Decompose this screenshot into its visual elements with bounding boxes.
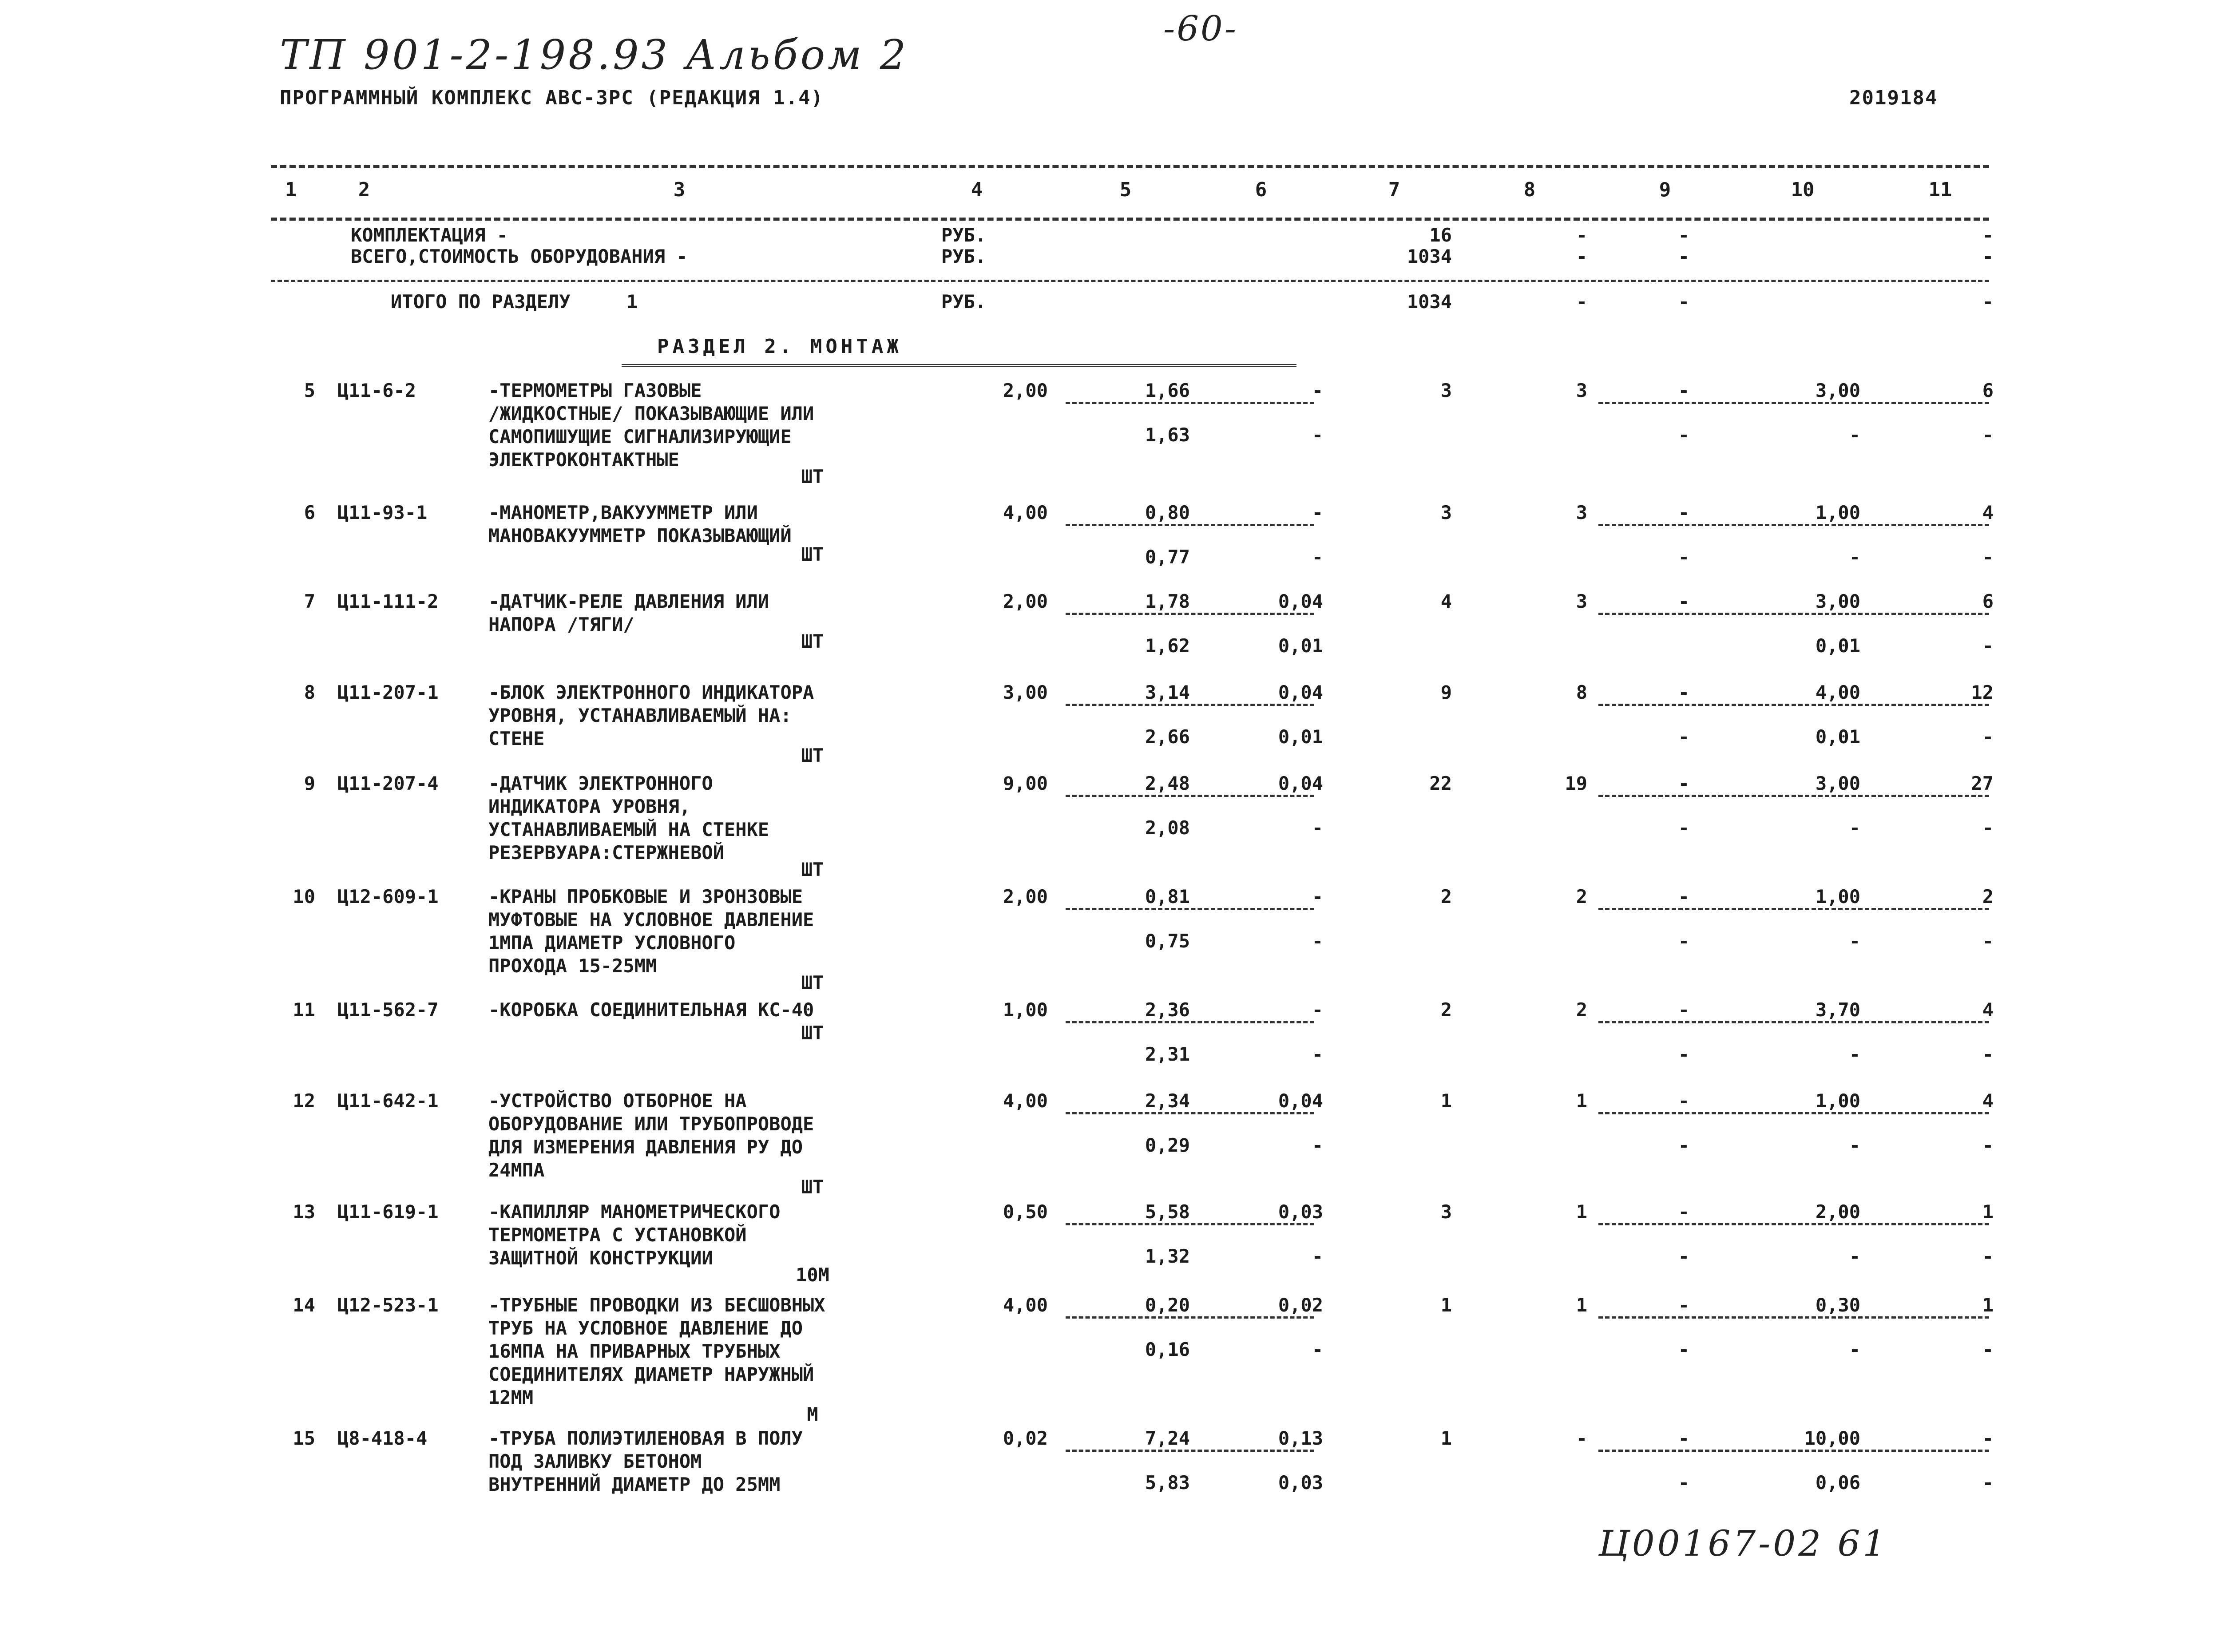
row-description-line: -КОРОБКА СОЕДИНИТЕЛЬНАЯ КС-40 [488, 999, 814, 1021]
row-description-line: УРОВНЯ, УСТАНАВЛИВАЕМЫЙ НА: [488, 705, 792, 726]
row-description-line: -КРАНЫ ПРОБКОВЫЕ И ЗРОНЗОВЫЕ [488, 886, 803, 907]
row-code: Ц12-609-1 [337, 886, 439, 907]
row-col5-total: 2,48 [1145, 773, 1190, 794]
row-number: 15 [293, 1427, 315, 1449]
row-description-line: -ДАТЧИК ЭЛЕКТРОННОГО [488, 773, 713, 794]
dashed-underline [1066, 1450, 1314, 1452]
row-col10-wage: - [1849, 1043, 1860, 1065]
row-col10-wage: - [1849, 930, 1860, 952]
row-col7: 4 [1440, 590, 1452, 612]
row-col9: - [1678, 1427, 1689, 1449]
row-col9: - [1678, 999, 1689, 1021]
row-col9: - [1678, 886, 1689, 907]
row-col9: - [1678, 590, 1689, 612]
row-col6-total: 0,04 [1278, 590, 1323, 612]
row-col5-wage: 0,77 [1145, 546, 1190, 568]
itogo-label: ИТОГО ПО РАЗДЕЛУ 1 [391, 291, 638, 313]
row-col9: - [1678, 681, 1689, 703]
row-col11: 2 [1982, 886, 1994, 907]
row-col11: 6 [1982, 380, 1994, 401]
document-code-handwritten: ТП 901-2-198.93 Альбом 2 [280, 31, 909, 79]
row-description-line: РЕЗЕРВУАРА:СТЕРЖНЕВОЙ [488, 842, 725, 864]
row-col10: 2,00 [1815, 1201, 1860, 1223]
row-description-line: -ТЕРМОМЕТРЫ ГАЗОВЫЕ [488, 380, 702, 401]
row-col9-wage: - [1678, 1472, 1689, 1494]
row-col10-wage: - [1849, 1134, 1860, 1156]
row-col6-total: - [1312, 502, 1323, 523]
row-col9-wage: - [1678, 1339, 1689, 1360]
dashed-underline [1066, 1223, 1314, 1225]
row-col9-wage: - [1678, 1245, 1689, 1267]
row-description-line: ИНДИКАТОРА УРОВНЯ, [488, 796, 691, 817]
row-col8: 2 [1576, 999, 1587, 1021]
itogo-col8: - [1576, 291, 1587, 313]
row-code: Ц11-562-7 [337, 999, 439, 1021]
row-col6-wage: - [1312, 817, 1323, 839]
dashed-underline [1598, 795, 1989, 797]
row-col10-wage: 0,01 [1815, 726, 1860, 748]
row-col6-wage: 0,01 [1278, 635, 1323, 657]
row-unit: М [807, 1403, 818, 1425]
row-col8: 3 [1576, 590, 1587, 612]
row-col6-total: 0,02 [1278, 1294, 1323, 1316]
row-description-line: -ДАТЧИК-РЕЛЕ ДАВЛЕНИЯ ИЛИ [488, 590, 769, 612]
row-col8: 8 [1576, 681, 1587, 703]
dashed-underline [1066, 613, 1314, 615]
row-quantity: 0,50 [1003, 1201, 1048, 1223]
row-col5-wage: 1,32 [1145, 1245, 1190, 1267]
row-col7: 3 [1440, 380, 1452, 401]
row-col5-total: 3,14 [1145, 681, 1190, 703]
row-col9-wage: - [1678, 726, 1689, 748]
row-col6-wage: 0,01 [1278, 726, 1323, 748]
dashed-underline [1598, 613, 1989, 615]
row-col10-wage: - [1849, 1339, 1860, 1360]
row-code: Ц11-642-1 [337, 1090, 439, 1112]
row-col9-wage: - [1678, 1134, 1689, 1156]
summary-label: КОМПЛЕКТАЦИЯ - [351, 224, 508, 246]
row-col5-total: 0,80 [1145, 502, 1190, 523]
row-col6-wage: 0,03 [1278, 1472, 1323, 1494]
row-col11-wage: - [1982, 635, 1994, 657]
row-col9: - [1678, 380, 1689, 401]
row-col7: 1 [1440, 1294, 1452, 1316]
row-col10-wage: 0,01 [1815, 635, 1860, 657]
row-col9-wage: - [1678, 424, 1689, 446]
row-description-line: -ТРУБА ПОЛИЭТИЛЕНОВАЯ В ПОЛУ [488, 1427, 803, 1449]
row-quantity: 3,00 [1003, 681, 1048, 703]
row-description-line: МАНОВАКУУММЕТР ПОКАЗЫВАЮЩИЙ [488, 525, 792, 547]
row-col11-wage: - [1982, 1043, 1994, 1065]
row-quantity: 2,00 [1003, 380, 1048, 401]
column-number: 6 [1255, 178, 1267, 201]
row-col11: 12 [1971, 681, 1994, 703]
row-col10: 10,00 [1804, 1427, 1860, 1449]
header-rule-bottom [271, 218, 1989, 221]
row-description-line: САМОПИШУЩИЕ СИГНАЛИЗИРУЮЩИЕ [488, 426, 792, 448]
dashed-underline [1598, 524, 1989, 526]
row-number: 9 [304, 773, 315, 794]
row-col10: 1,00 [1815, 886, 1860, 907]
row-description-line: -УСТРОЙСТВО ОТБОРНОЕ НА [488, 1090, 747, 1112]
row-col5-wage: 1,62 [1145, 635, 1190, 657]
row-col11: - [1982, 1427, 1994, 1449]
row-col11: 4 [1982, 502, 1994, 523]
row-col6-wage: - [1312, 424, 1323, 446]
dashed-underline [1066, 402, 1314, 404]
column-number: 11 [1928, 178, 1952, 201]
row-unit: ШТ [801, 1176, 824, 1198]
row-col6-wage: - [1312, 1043, 1323, 1065]
row-col8: 19 [1565, 773, 1587, 794]
itogo-unit: РУБ. [941, 291, 987, 313]
column-number: 3 [673, 178, 686, 201]
row-number: 12 [293, 1090, 315, 1112]
row-col6-total: 0,04 [1278, 773, 1323, 794]
row-col6-wage: - [1312, 1339, 1323, 1360]
row-description-line: ВНУТРЕННИЙ ДИАМЕТР ДО 25ММ [488, 1474, 781, 1495]
dashed-underline [1598, 1112, 1989, 1114]
dashed-underline [1066, 908, 1314, 910]
row-col8: 1 [1576, 1090, 1587, 1112]
row-col5-wage: 5,83 [1145, 1472, 1190, 1494]
row-col7: 2 [1440, 886, 1452, 907]
section-title: РАЗДЕЛ 2. МОНТАЖ [657, 335, 902, 358]
row-col6-total: 0,04 [1278, 681, 1323, 703]
row-col5-total: 2,36 [1145, 999, 1190, 1021]
row-col10: 3,00 [1815, 773, 1860, 794]
row-quantity: 4,00 [1003, 1294, 1048, 1316]
row-col10: 4,00 [1815, 681, 1860, 703]
column-number: 9 [1659, 178, 1671, 201]
row-col10-wage: - [1849, 546, 1860, 568]
row-col9-wage: - [1678, 1043, 1689, 1065]
row-unit: ШТ [801, 1022, 824, 1044]
row-col11-wage: - [1982, 1134, 1994, 1156]
row-code: Ц11-619-1 [337, 1201, 439, 1223]
column-number: 7 [1388, 178, 1400, 201]
row-col11: 4 [1982, 1090, 1994, 1112]
row-description-line: ОБОРУДОВАНИЕ ИЛИ ТРУБОПРОВОДЕ [488, 1113, 814, 1135]
row-code: Ц11-207-1 [337, 681, 439, 703]
row-description-line: 12ММ [488, 1387, 534, 1408]
row-description-line: ДЛЯ ИЗМЕРЕНИЯ ДАВЛЕНИЯ РУ ДО [488, 1136, 803, 1158]
row-col5-wage: 0,16 [1145, 1339, 1190, 1360]
row-col11-wage: - [1982, 424, 1994, 446]
row-col9: - [1678, 773, 1689, 794]
row-col9-wage: - [1678, 546, 1689, 568]
row-description-line: ЗАЩИТНОЙ КОНСТРУКЦИИ [488, 1247, 713, 1269]
row-col6-total: 0,04 [1278, 1090, 1323, 1112]
row-col7: 2 [1440, 999, 1452, 1021]
row-number: 11 [293, 999, 315, 1021]
row-col6-wage: - [1312, 1245, 1323, 1267]
dashed-underline [1598, 402, 1989, 404]
column-number: 8 [1523, 178, 1536, 201]
row-unit: ШТ [801, 859, 824, 880]
row-description-line: /ЖИДКОСТНЫЕ/ ПОКАЗЫВАЮЩИЕ ИЛИ [488, 403, 814, 424]
summary-col8: - [1576, 224, 1587, 246]
row-col10: 3,70 [1815, 999, 1860, 1021]
row-col7: 3 [1440, 1201, 1452, 1223]
row-description-line: -ТРУБНЫЕ ПРОВОДКИ ИЗ БЕСШОВНЫХ [488, 1294, 825, 1316]
row-col7: 3 [1440, 502, 1452, 523]
row-col11-wage: - [1982, 726, 1994, 748]
row-col11: 1 [1982, 1294, 1994, 1316]
row-col8: 1 [1576, 1201, 1587, 1223]
row-quantity: 0,02 [1003, 1427, 1048, 1449]
summary-label: ВСЕГО,СТОИМОСТЬ ОБОРУДОВАНИЯ - [351, 246, 688, 267]
column-number: 10 [1791, 178, 1815, 201]
summary-col8: - [1576, 246, 1587, 267]
row-description-line: УСТАНАВЛИВАЕМЫЙ НА СТЕНКЕ [488, 819, 769, 840]
page-number: -60- [1163, 9, 1238, 49]
row-unit: 10М [796, 1264, 829, 1286]
row-col9: - [1678, 1294, 1689, 1316]
row-quantity: 9,00 [1003, 773, 1048, 794]
row-col11-wage: - [1982, 1245, 1994, 1267]
row-quantity: 4,00 [1003, 1090, 1048, 1112]
row-col10-wage: - [1849, 424, 1860, 446]
row-col5-total: 1,78 [1145, 590, 1190, 612]
row-description-line: 16МПА НА ПРИВАРНЫХ ТРУБНЫХ [488, 1340, 781, 1362]
dashed-underline [1066, 704, 1314, 706]
row-col6-total: - [1312, 999, 1323, 1021]
row-quantity: 2,00 [1003, 590, 1048, 612]
dashed-underline [1598, 1316, 1989, 1319]
row-code: Ц8-418-4 [337, 1427, 428, 1449]
row-col8: - [1576, 1427, 1587, 1449]
summary-col9: - [1678, 246, 1689, 267]
itogo-col9: - [1678, 291, 1689, 313]
row-number: 10 [293, 886, 315, 907]
row-col9: - [1678, 502, 1689, 523]
row-col5-wage: 1,63 [1145, 424, 1190, 446]
row-code: Ц11-93-1 [337, 502, 428, 523]
row-col9: - [1678, 1090, 1689, 1112]
row-col5-wage: 2,08 [1145, 817, 1190, 839]
summary-unit: РУБ. [941, 224, 987, 246]
row-col6-total: - [1312, 886, 1323, 907]
row-col6-total: 0,13 [1278, 1427, 1323, 1449]
row-code: Ц11-111-2 [337, 590, 439, 612]
dashed-underline [1598, 704, 1989, 706]
row-description-line: СОЕДИНИТЕЛЯХ ДИАМЕТР НАРУЖНЫЙ [488, 1363, 814, 1385]
row-number: 14 [293, 1294, 315, 1316]
row-description-line: -МАНОМЕТР,ВАКУУММЕТР ИЛИ [488, 502, 758, 523]
row-col5-total: 0,81 [1145, 886, 1190, 907]
row-description-line: -БЛОК ЭЛЕКТРОННОГО ИНДИКАТОРА [488, 681, 814, 703]
row-col11: 27 [1971, 773, 1994, 794]
row-col5-total: 0,20 [1145, 1294, 1190, 1316]
dashed-underline [1066, 1021, 1314, 1023]
row-number: 6 [304, 502, 315, 523]
row-col6-total: - [1312, 380, 1323, 401]
row-col8: 3 [1576, 380, 1587, 401]
dashed-underline [1066, 524, 1314, 526]
row-quantity: 1,00 [1003, 999, 1048, 1021]
row-col11-wage: - [1982, 1472, 1994, 1494]
row-col8: 2 [1576, 886, 1587, 907]
row-col10-wage: - [1849, 817, 1860, 839]
summary-col11: - [1982, 224, 1994, 246]
summary-col7: 1034 [1407, 246, 1452, 267]
row-number: 7 [304, 590, 315, 612]
row-description-line: -КАПИЛЛЯР МАНОМЕТРИЧЕСКОГО [488, 1201, 781, 1223]
row-col9-wage: - [1678, 817, 1689, 839]
row-description-line: ТЕРМОМЕТРА С УСТАНОВКОЙ [488, 1224, 747, 1246]
column-number: 1 [285, 178, 297, 201]
row-col5-wage: 0,29 [1145, 1134, 1190, 1156]
row-description-line: ТРУБ НА УСЛОВНОЕ ДАВЛЕНИЕ ДО [488, 1317, 803, 1339]
row-col11: 4 [1982, 999, 1994, 1021]
summary-col7: 16 [1429, 224, 1452, 246]
row-col11-wage: - [1982, 1339, 1994, 1360]
row-description-line: 24МПА [488, 1159, 545, 1181]
row-unit: ШТ [801, 466, 824, 487]
summary-col11: - [1982, 246, 1994, 267]
row-col11-wage: - [1982, 817, 1994, 839]
row-col5-total: 7,24 [1145, 1427, 1190, 1449]
row-unit: ШТ [801, 630, 824, 652]
row-col8: 3 [1576, 502, 1587, 523]
program-title: ПРОГРАММНЫЙ КОМПЛЕКС АВС-ЗРС (РЕДАКЦИЯ 1.4) [280, 87, 824, 109]
column-number-row [0, 178, 2220, 205]
section-underline [622, 364, 1296, 367]
row-description-line: СТЕНЕ [488, 728, 545, 749]
row-description-line: ЭЛЕКТРОКОНТАКТНЫЕ [488, 449, 679, 471]
dashed-underline [1066, 1316, 1314, 1319]
header-rule-top [271, 165, 1989, 168]
row-col9-wage: - [1678, 930, 1689, 952]
row-col10: 3,00 [1815, 380, 1860, 401]
row-col5-wage: 2,31 [1145, 1043, 1190, 1065]
dashed-underline [1598, 908, 1989, 910]
dashed-underline [1066, 1112, 1314, 1114]
dashed-underline [1066, 795, 1314, 797]
row-col10-wage: - [1849, 1245, 1860, 1267]
row-col10: 1,00 [1815, 502, 1860, 523]
column-number: 2 [358, 178, 370, 201]
row-description-line: ПОД ЗАЛИВКУ БЕТОНОМ [488, 1450, 702, 1472]
row-unit: ШТ [801, 745, 824, 766]
row-col10: 0,30 [1815, 1294, 1860, 1316]
row-col11-wage: - [1982, 930, 1994, 952]
row-col11: 1 [1982, 1201, 1994, 1223]
row-col11: 6 [1982, 590, 1994, 612]
row-col5-wage: 2,66 [1145, 726, 1190, 748]
itogo-col11: - [1982, 291, 1994, 313]
row-number: 5 [304, 380, 315, 401]
row-code: Ц12-523-1 [337, 1294, 439, 1316]
summary-col9: - [1678, 224, 1689, 246]
row-col5-total: 5,58 [1145, 1201, 1190, 1223]
row-col7: 9 [1440, 681, 1452, 703]
column-number: 5 [1119, 178, 1132, 201]
document-number: 2019184 [1849, 87, 1938, 109]
row-unit: ШТ [801, 543, 824, 565]
row-col5-total: 2,34 [1145, 1090, 1190, 1112]
row-col7: 1 [1440, 1427, 1452, 1449]
row-col10-wage: 0,06 [1815, 1472, 1860, 1494]
row-col7: 22 [1429, 773, 1452, 794]
row-col6-wage: - [1312, 930, 1323, 952]
row-quantity: 4,00 [1003, 502, 1048, 523]
row-col6-wage: - [1312, 546, 1323, 568]
dashed-underline [1598, 1021, 1989, 1023]
row-quantity: 2,00 [1003, 886, 1048, 907]
summary-unit: РУБ. [941, 246, 987, 267]
row-unit: ШТ [801, 972, 824, 994]
row-col11-wage: - [1982, 546, 1994, 568]
row-description-line: НАПОРА /ТЯГИ/ [488, 614, 634, 635]
row-number: 13 [293, 1201, 315, 1223]
dashed-underline [1598, 1223, 1989, 1225]
row-col8: 1 [1576, 1294, 1587, 1316]
row-col10: 3,00 [1815, 590, 1860, 612]
row-col10: 1,00 [1815, 1090, 1860, 1112]
dashed-underline [1598, 1450, 1989, 1452]
row-number: 8 [304, 681, 315, 703]
row-code: Ц11-6-2 [337, 380, 416, 401]
row-col5-total: 1,66 [1145, 380, 1190, 401]
row-description-line: МУФТОВЫЕ НА УСЛОВНОЕ ДАВЛЕНИЕ [488, 909, 814, 931]
column-number: 4 [971, 178, 983, 201]
row-description-line: ПРОХОДА 15-25ММ [488, 955, 657, 977]
row-col6-wage: - [1312, 1134, 1323, 1156]
row-description-line: 1МПА ДИАМЕТР УСЛОВНОГО [488, 932, 736, 954]
row-col9: - [1678, 1201, 1689, 1223]
row-col7: 1 [1440, 1090, 1452, 1112]
summary-rule [271, 280, 1989, 282]
row-col5-wage: 0,75 [1145, 930, 1190, 952]
row-code: Ц11-207-4 [337, 773, 439, 794]
row-col6-total: 0,03 [1278, 1201, 1323, 1223]
footer-code-handwritten: Ц00167-02 61 [1598, 1523, 1888, 1564]
itogo-col7: 1034 [1407, 291, 1452, 313]
